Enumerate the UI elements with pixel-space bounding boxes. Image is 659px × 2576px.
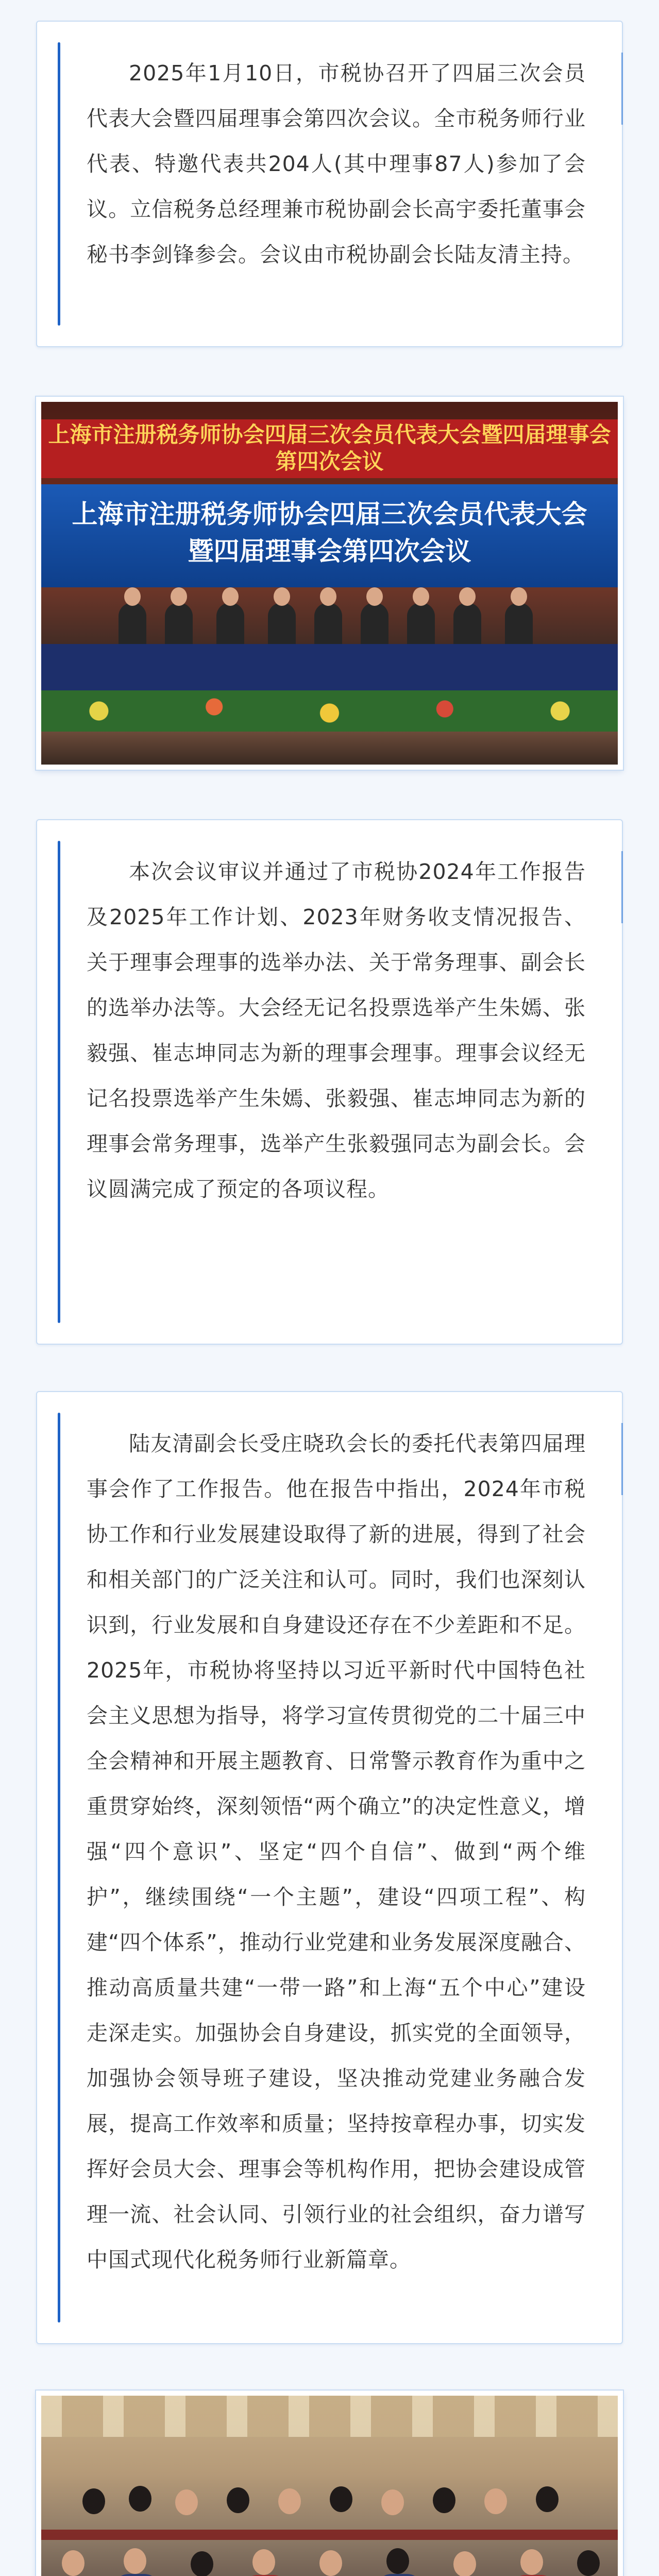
stage-screen-line-2: 暨四届理事会第四次会议 [188,536,471,566]
audience-photo [41,2396,618,2576]
text-card-3 [36,1391,623,2344]
photo-frame-audience [36,2391,623,2576]
conference-stage-photo [41,402,618,765]
stage-screen-line-1: 上海市注册税务师协会四届三次会员代表大会 [72,499,587,529]
photo-frame-stage [36,397,623,770]
text-card-2 [36,819,623,1345]
text-card-1 [36,21,623,347]
stage-screen [41,484,618,587]
paragraph-work-report: 陆友清副会长受庄晓玖会长的委托代表第四届理事会作了工作报告。他在报告中指出，2024年市税协工作和行业发展建设取得了新的进展，得到了社会和相关部门的广泛关注和认可。同时，我们也深刻认识到，行业发展和自身建设还存在不少差距和不足。2025年，市税协将坚持以习近平新时代中国特色社会主义思想为指导，将学习宣传贯彻党的二十届三中全会精神和开展主题教育、日常警示教育作为重中之重贯穿始终，深刻领悟“两个确立”的决定性意义，增强“四个意识”、坚定“四个自信”、做到“两个维护”，继续围绕“一个主题”，建设“四项工程”、构建“四个体系”，推动行业党建和业务发展深度融合、推动高质量共建“一带一路”和上海“五个中心”建设走深走实。加强协会自身建设，抓实党的全面领导，加强协会领导班子建设，坚决推动党建业务融合发展，提高工作效率和质量；坚持按章程办事，切实发挥好会员大会、理事会等机构作用，把协会建设成管理一流、社会认同、引领行业的社会组织，奋力谱写中国式现代化税务师行业新篇章。 [87,1431,586,2272]
paragraph-resolutions: 本次会议审议并通过了市税协2024年工作报告及2025年工作计划、2023年财务收支情况报告、关于理事会理事的选举办法、关于常务理事、副会长的选举办法等。大会经无记名投票选举产生朱嫣、张毅强、崔志坤同志为新的理事会理事。理事会议经无记名投票选举产生朱嫣、张毅强、崔志坤同志为新的理事会常务理事，选举产生张毅强同志为副会长。会议圆满完成了预定的各项议程。 [87,859,586,1201]
paragraph-meeting-intro: 2025年1月10日，市税协召开了四届三次会员代表大会暨四届理事会第四次会议。全市税务师行业代表、特邀代表共204人(其中理事87人)参加了会议。立信税务总经理兼市税协副会长高宇委托董事会秘书李剑锋参会。会议由市税协副会长陆友清主持。 [87,61,586,267]
stage-banner: 上海市注册税务师协会四届三次会员代表大会暨四届理事会第四次会议 [41,419,618,478]
